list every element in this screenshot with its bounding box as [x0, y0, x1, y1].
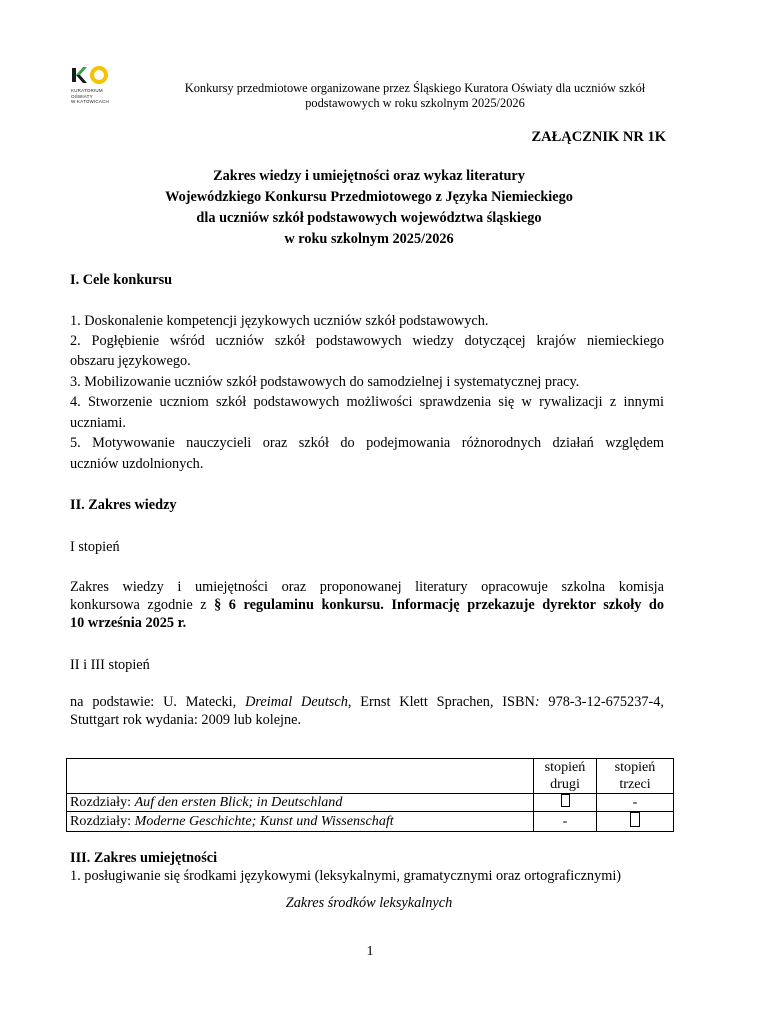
literature-line-1: na podstawie: U. Matecki, Dreimal Deutsch, Ernst Klett Sprachen, ISBN: 978-3-12-675237-4,	[70, 694, 664, 710]
goal-1: 1. Doskonalenie kompetencji językowych uczniów szkół podstawowych.	[70, 313, 489, 329]
goal-4-line-2: uczniami.	[70, 415, 126, 431]
goal-2-line-2: obszaru językowego.	[70, 353, 191, 369]
stage-2-cell	[534, 794, 597, 812]
title-line-2: Wojewódzkiego Konkursu Przedmiotowego z Języka Niemieckiego	[165, 189, 573, 205]
stage-2-cell: -	[534, 812, 597, 832]
annex-label: ZAŁĄCZNIK NR 1K	[531, 129, 666, 145]
goal-5-line-2: uczniów uzdolnionych.	[70, 456, 204, 472]
header-line-1: Konkursy przedmiotowe organizowane przez Śląskiego Kuratora Oświaty dla uczniów szkół	[184, 81, 646, 95]
chapters-cell: Rozdziały: Auf den ersten Blick; in Deutschland	[67, 794, 534, 812]
goal-2-line-1: 2. Pogłębienie wśród uczniów szkół podstawowych wiedzy dotyczącej krajów niemieckiego	[70, 333, 664, 349]
title-line-4: w roku szkolnym 2025/2026	[284, 231, 454, 247]
table-row	[67, 812, 674, 832]
section-3-heading: III. Zakres umiejętności	[70, 850, 218, 866]
table-header-empty	[67, 759, 534, 794]
section-2-heading: II. Zakres wiedzy	[70, 497, 177, 513]
goal-3: 3. Mobilizowanie uczniów szkół podstawowych do samodzielnej i systematycznej pracy.	[70, 374, 580, 390]
book-title: Dreimal Deutsch	[245, 694, 348, 710]
stage-1-text-line-1: Zakres wiedzy i umiejętności oraz proponowanej literatury opracowuje szkolna komisja	[70, 579, 664, 595]
chapters-table	[66, 758, 674, 832]
title-line-1: Zakres wiedzy i umiejętności oraz wykaz literatury	[213, 168, 525, 184]
header-line-2: podstawowych w roku szkolnym 2025/2026	[305, 96, 525, 110]
lexical-subheading: Zakres środków leksykalnych	[285, 895, 453, 911]
section-1-heading: I. Cele konkursu	[70, 272, 173, 288]
header-stage-3: stopień trzeci	[597, 759, 674, 794]
table-header-row	[67, 759, 674, 794]
stage-1-text-line-2: konkursowa zgodnie z § 6 regulaminu konkursu. Informację przekazuje dyrektor szkoły do	[70, 597, 665, 613]
stage-2-3-label: II i III stopień	[70, 657, 150, 673]
goal-5-line-1: 5. Motywowanie nauczycieli oraz szkół do podejmowania różnorodnych działań względem	[70, 435, 664, 451]
stage-1-label: I stopień	[70, 539, 120, 555]
title-line-3: dla uczniów szkół podstawowych województwa śląskiego	[196, 210, 542, 226]
page-number: 1	[366, 944, 374, 959]
skill-1: 1. posługiwanie się środkami językowymi (leksykalnymi, gramatycznymi oraz ortograficznymi)	[70, 868, 622, 884]
header-stage-2: stopień drugi	[534, 759, 597, 794]
stage-3-cell	[597, 812, 674, 832]
table-row	[67, 794, 674, 812]
goal-4-line-1: 4. Stworzenie uczniom szkół podstawowych możliwości sprawdzenia się w rywalizacji z innymi	[70, 394, 664, 410]
chapters-cell: Rozdziały: Moderne Geschichte; Kunst und Wissenschaft	[67, 812, 534, 832]
stage-1-deadline: 10 września 2025 r.	[70, 615, 187, 631]
stage-3-cell: -	[597, 794, 674, 812]
check-glyph-icon	[561, 794, 570, 807]
check-glyph-icon	[630, 812, 640, 827]
logo-text: KURATORIUM OŚWIATY W KATOWICACH	[71, 88, 109, 105]
literature-line-2: Stuttgart rok wydania: 2009 lub kolejne.	[70, 712, 302, 728]
